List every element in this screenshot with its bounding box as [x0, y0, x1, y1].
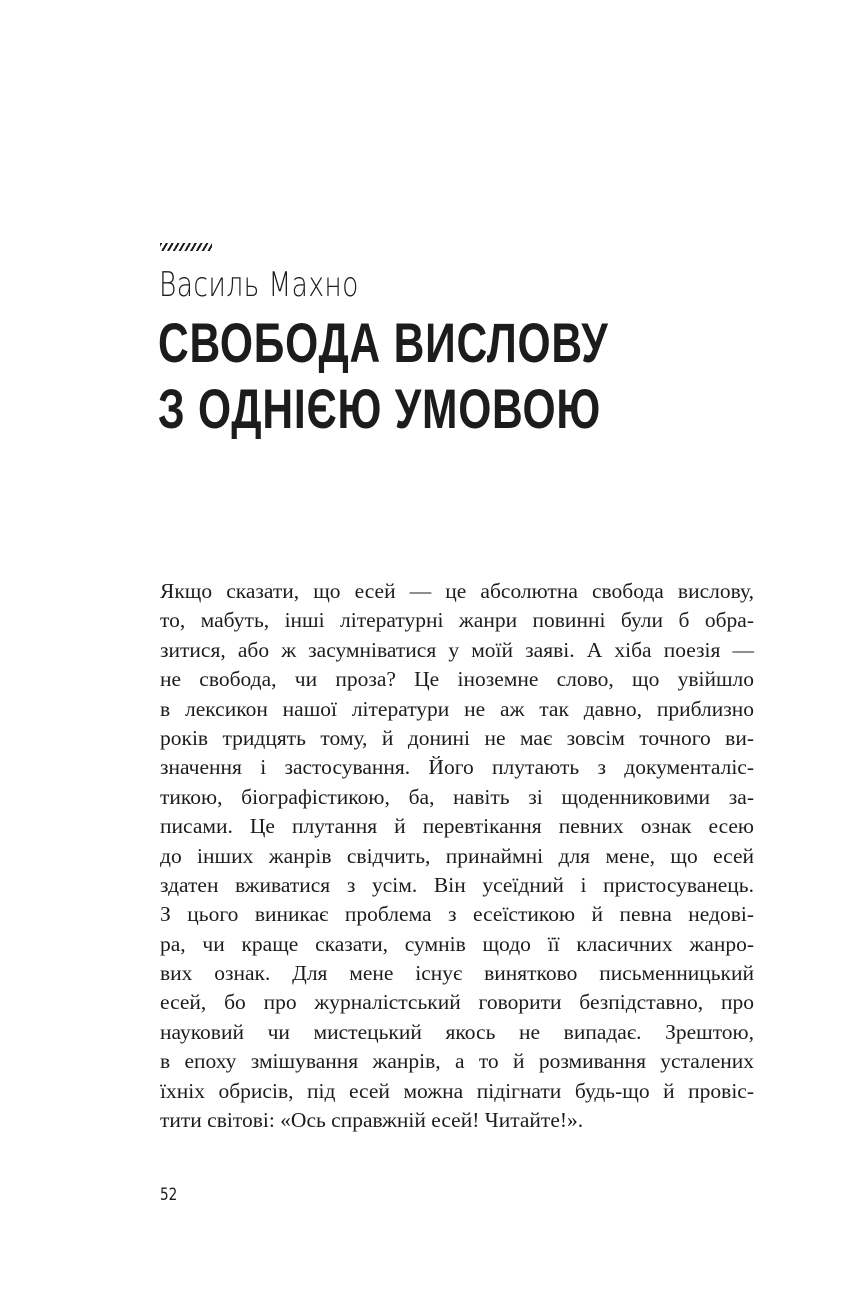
text-line: здатен вживатися з усім. Він усеїдний і пристосуванець. — [160, 872, 754, 897]
text-line: в епоху змішування жанрів, а то й розмивання усталених — [160, 1049, 754, 1074]
text-line: ра, чи краще сказати, сумнів щодо її класичних жанро- — [160, 931, 754, 956]
text-line: років тридцять тому, й донині не має зовсім точного ви- — [160, 725, 754, 750]
page-number: 52 — [160, 1185, 178, 1205]
text-line: зитися, або ж засумніватися у моїй заяві. А хіба поезія — — [160, 637, 754, 662]
text-line: писами. Це плутання й перевтікання певних ознак есею — [160, 814, 754, 839]
text-line: значення і застосування. Його плутають з документаліс- — [160, 755, 754, 780]
text-line: до інших жанрів свідчить, принаймні для мене, що есей — [160, 843, 754, 868]
hatch-ornament — [160, 243, 212, 251]
text-line: науковий чи мистецький якось не випадає. Зрештою, — [160, 1019, 754, 1044]
author-name: Василь Махно — [159, 265, 359, 305]
title-line: З ОДНІЄЮ УМОВОЮ — [158, 377, 602, 440]
body-text — [160, 577, 754, 1135]
essay-title — [158, 310, 608, 442]
text-line: тити світові: «Ось справжній есей! Читайте!». — [160, 1108, 584, 1133]
text-line: есей, бо про журналістський говорити безпідставно, про — [160, 990, 754, 1015]
text-line: вих ознак. Для мене існує винятково письменницький — [160, 961, 754, 986]
text-line: З цього виникає проблема з есеїстикою й певна недові- — [160, 902, 754, 927]
text-line: тикою, біографістикою, ба, навіть зі щоденниковими за- — [160, 784, 754, 809]
text-line: то, мабуть, інші літературні жанри повинні були б обра- — [160, 608, 754, 633]
text-line: їхніх обрисів, під есей можна підігнати будь-що й провіс- — [160, 1078, 754, 1103]
title-line: СВОБОДА ВИСЛОВУ — [158, 311, 609, 374]
text-line: Якщо сказати, що есей — це абсолютна свобода вислову, — [160, 579, 754, 603]
text-line: в лексикон нашої літератури не аж так давно, приблизно — [160, 696, 754, 721]
text-line: не свобода, чи проза? Це іноземне слово, що увійшло — [160, 667, 754, 692]
